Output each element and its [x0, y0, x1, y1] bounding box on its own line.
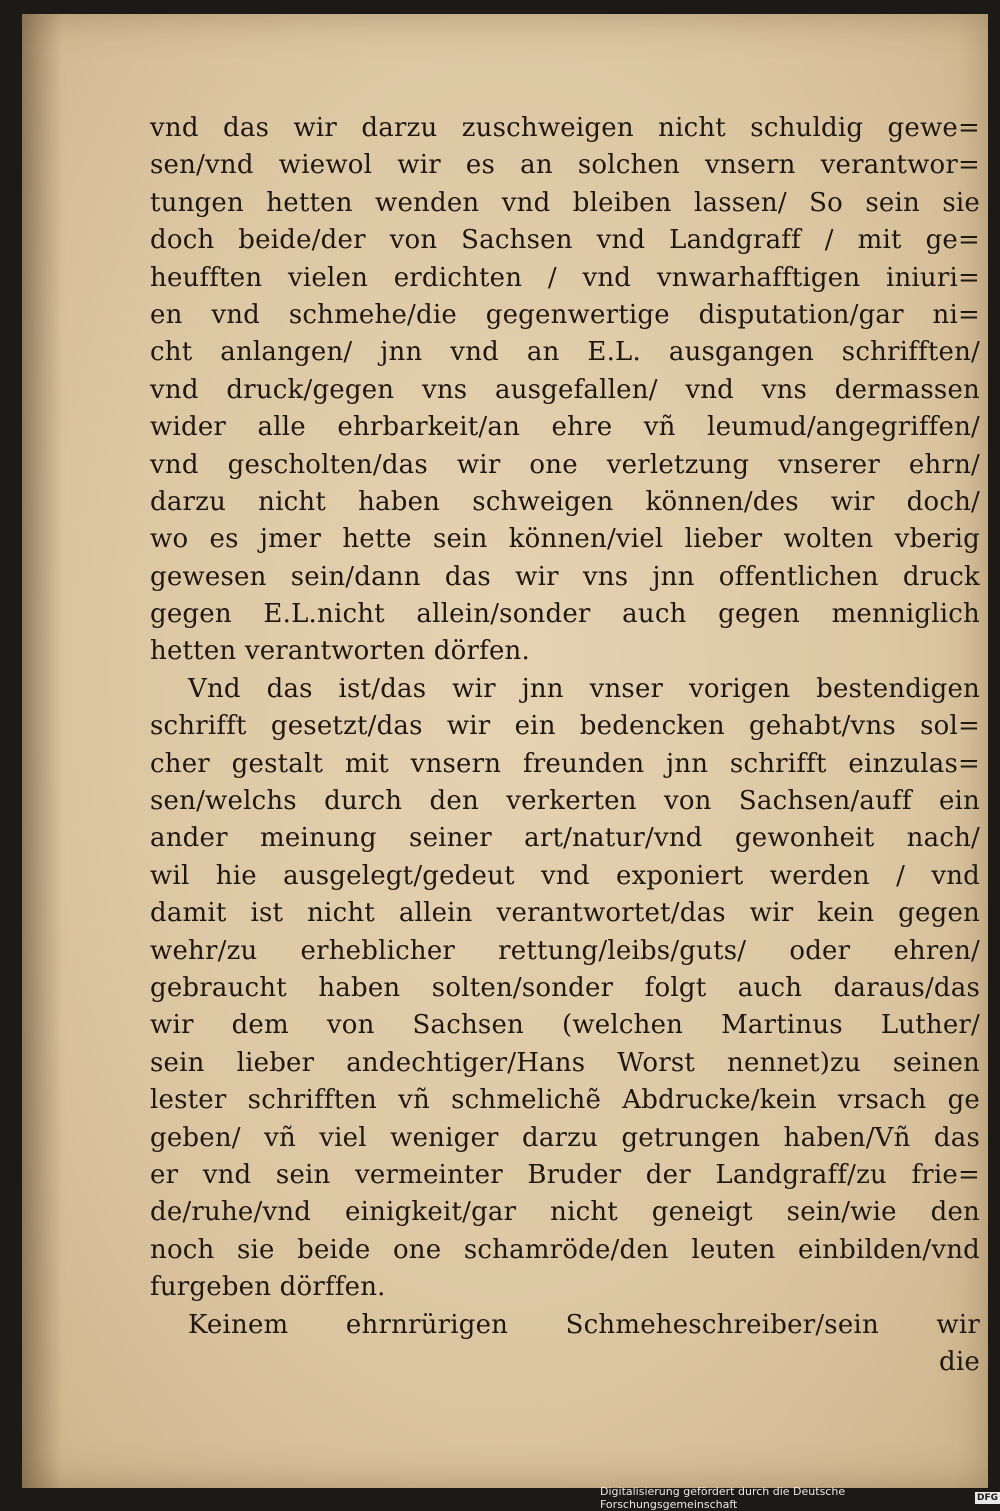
text-line: sen/vnd wiewol wir es an solchen vnsern verantwor= [150, 150, 980, 181]
text-line: noch sie beide one schamröde/den leuten einbilden/vnd [150, 1234, 980, 1265]
text-line: wir dem von Sachsen (welchen Martinus Luther/ [150, 1010, 980, 1041]
text-line: sein lieber andechtiger/Hans Worst nennet)zu seinen [150, 1047, 980, 1078]
text-line: schrifft gesetzt/das wir ein bedencken gehabt/vns sol= [150, 711, 980, 742]
paragraph-start-line: Vnd das ist/das wir jnn vnser vorigen bestendigen [188, 673, 980, 704]
text-line: heufften vielen erdichten / vnd vnwarhafftigen iniuri= [150, 262, 980, 293]
paragraph-start-line: Keinem ehrnrürigen Schmeheschreiber/sein wir [188, 1309, 980, 1340]
text-line: geben/ vñ viel weniger darzu getrungen haben/Vñ das [150, 1122, 980, 1153]
text-line: cher gestalt mit vnsern freunden jnn schrifft einzulas= [150, 748, 980, 779]
credit-text: Digitalisierung gefördert durch die Deutsche Forschungsgemeinschaft [600, 1485, 846, 1511]
book-page [22, 14, 988, 1488]
text-line: wil hie ausgelegt/gedeut vnd exponiert werden / vnd [150, 860, 980, 891]
text-line: doch beide/der von Sachsen vnd Landgraff / mit ge= [150, 225, 980, 256]
text-line: vnd druck/gegen vns ausgefallen/ vnd vns dermassen [150, 374, 980, 405]
text-line: furgeben dörffen. [150, 1272, 386, 1303]
catchword: die [939, 1346, 980, 1377]
text-line: vnd das wir darzu zuschweigen nicht schuldig gewe= [150, 113, 980, 143]
text-line: sen/welchs durch den verkerten von Sachsen/auff ein [150, 786, 980, 817]
text-line: damit ist nicht allein verantwortet/das wir kein gegen [150, 898, 980, 929]
text-line: ander meinung seiner art/natur/vnd gewonheit nach/ [150, 823, 980, 854]
text-line: wider alle ehrbarkeit/an ehre vñ leumud/angegriffen/ [150, 412, 980, 443]
text-line: gewesen sein/dann das wir vns jnn offentlichen druck [150, 561, 980, 592]
text-line: gebraucht haben solten/sonder folgt auch daraus/das [150, 972, 980, 1003]
text-line: cht anlangen/ jnn vnd an E.L. ausgangen schrifften/ [150, 337, 980, 368]
text-line: hetten verantworten dörfen. [150, 636, 530, 667]
dfg-logo-icon: DFG [977, 1493, 999, 1503]
text-line: vnd gescholten/das wir one verletzung vnserer ehrn/ [150, 449, 980, 480]
text-line: er vnd sein vermeinter Bruder der Landgraff/zu frie= [150, 1159, 980, 1190]
page-gutter-shadow [22, 14, 62, 1488]
text-line: wo es jmer hette sein können/viel lieber wolten vberig [150, 524, 980, 555]
digitization-credit [600, 1485, 1000, 1511]
text-line: tungen hetten wenden vnd bleiben lassen/ So sein sie [150, 187, 980, 218]
text-line: wehr/zu erheblicher rettung/leibs/guts/ oder ehren/ [150, 935, 980, 966]
body-text [150, 110, 980, 1381]
text-line: darzu nicht haben schweigen können/des wir doch/ [150, 486, 980, 517]
text-line: gegen E.L.nicht allein/sonder auch gegen menniglich [150, 599, 980, 630]
text-line: en vnd schmehe/die gegenwertige disputation/gar ni= [150, 299, 980, 330]
text-line: lester schrifften vñ schmelichẽ Abdrucke/kein vrsach ge [150, 1085, 980, 1116]
text-line: de/ruhe/vnd einigkeit/gar nicht geneigt sein/wie den [150, 1197, 980, 1228]
